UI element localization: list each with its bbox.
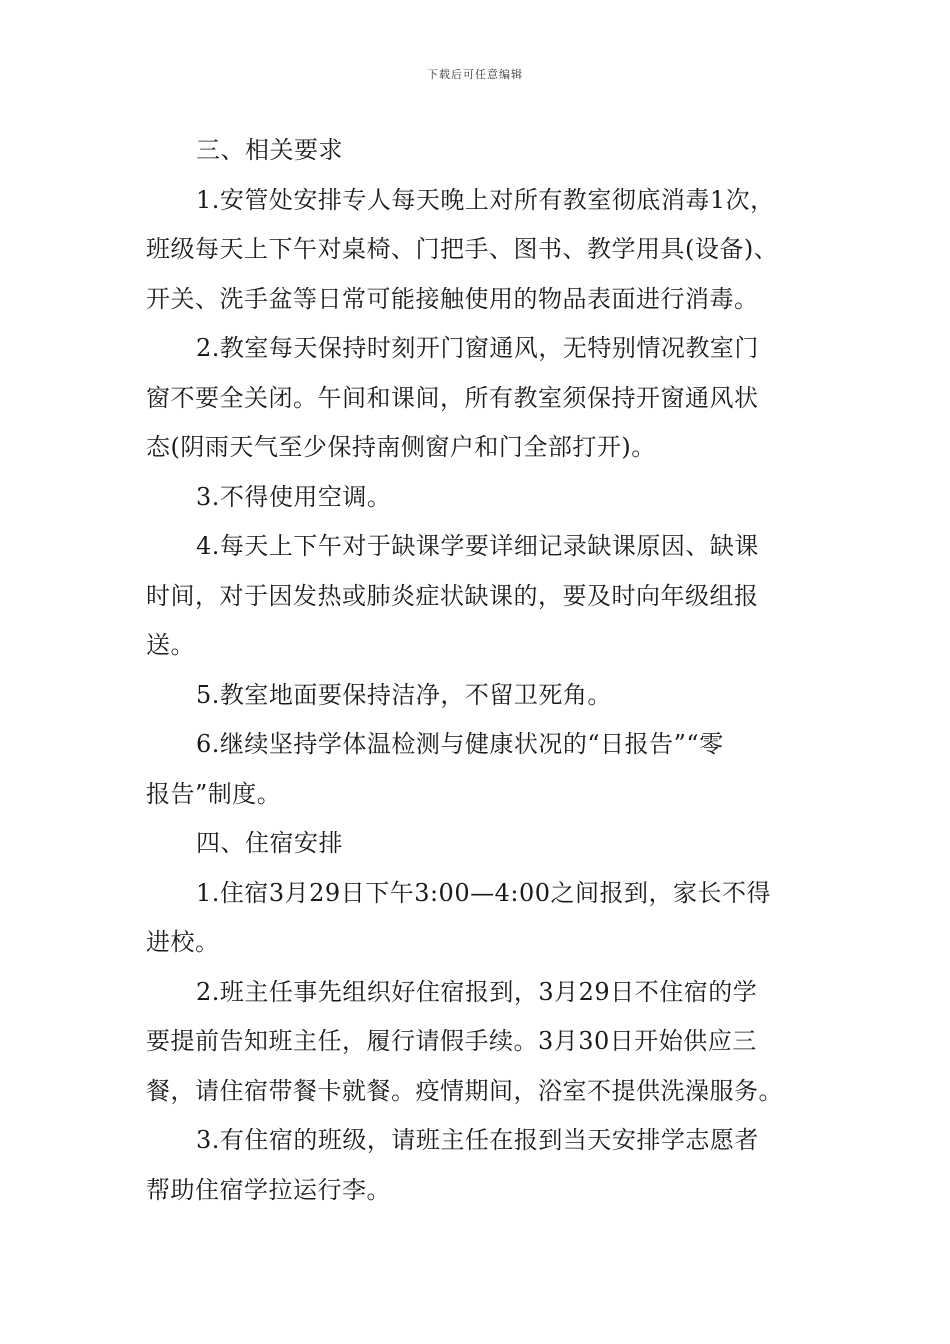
text-line: 时间，对于因发热或肺炎症状缺课的，要及时向年级组报 [146,581,759,610]
text-line: 6.继续坚持学体温检测与健康状况的“日报告”“零 [196,730,724,758]
text-line: 3.不得使用空调。 [196,482,392,511]
text-line: 开关、洗手盆等日常可能接触使用的物品表面进行消毒。 [146,284,759,313]
text-line: 1.安管处安排专人每天晚上对所有教室彻底消毒1次， [196,185,775,214]
text-line: 4.每天上下午对于缺课学要详细记录缺课原因、缺课 [196,532,759,560]
document-body [146,126,811,1215]
text-line: 进校。 [146,928,220,956]
text-line: 5.教室地面要保持洁净，不留卫死角。 [196,680,612,709]
text-line: 餐，请住宿带餐卡就餐。疫情期间，浴室不提供洗澡服务。 [146,1076,783,1105]
text-line: 班级每天上下午对桌椅、门把手、图书、教学用具(设备)、 [146,235,779,263]
text-line: 3.有住宿的班级，请班主任在报到当天安排学志愿者 [196,1126,759,1154]
text-line: 四、住宿安排 [196,829,343,857]
text-line: 帮助住宿学拉运行李。 [146,1175,391,1204]
text-line: 窗不要全关闭。午间和课间，所有教室须保持开窗通风状 [146,383,759,412]
text-line: 三、相关要求 [196,136,343,164]
text-line: 2.班主任事先组织好住宿报到，3月29日不住宿的学 [196,977,758,1006]
text-line: 要提前告知班主任，履行请假手续。3月30日开始供应三 [146,1027,757,1055]
text-line: 1.住宿3月29日下午3:00—4:00之间报到，家长不得 [196,878,771,907]
text-line: 送。 [146,631,195,659]
text-line: 2.教室每天保持时刻开门窗通风，无特别情况教室门 [196,334,759,362]
text-line: 态(阴雨天气至少保持南侧窗户和门全部打开)。 [146,433,656,461]
header-note: 下载后可任意编辑 [427,68,523,81]
text-line: 报告”制度。 [146,779,282,808]
